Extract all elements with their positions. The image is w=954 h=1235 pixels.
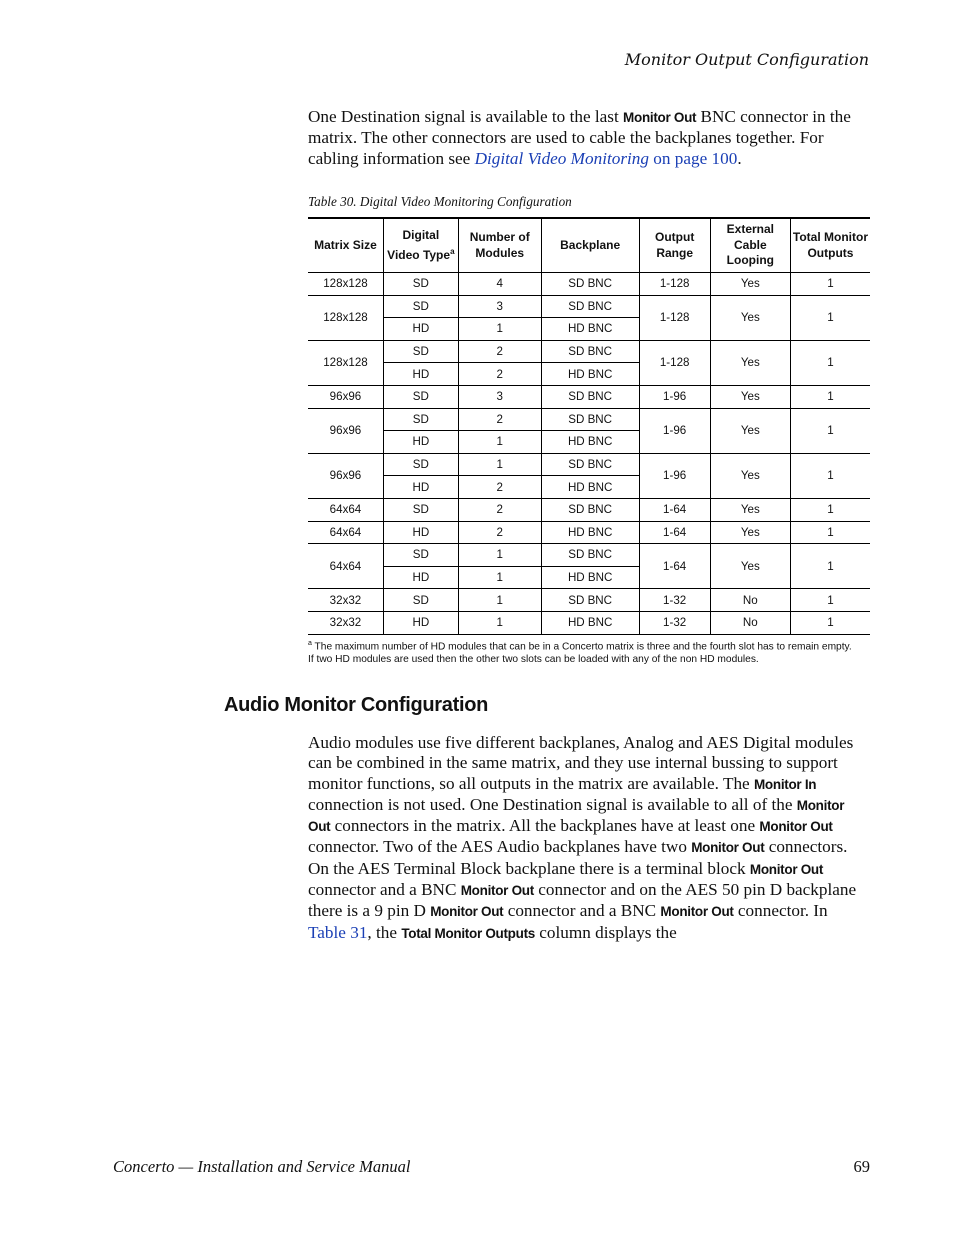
cell-output-range: 1-64: [639, 521, 710, 544]
cell-backplane: SD BNC: [541, 273, 639, 296]
cell-cable-looping: Yes: [710, 453, 790, 498]
cell-modules: 1: [458, 611, 541, 634]
cell-backplane: HD BNC: [541, 431, 639, 454]
keyword: Monitor Out: [660, 904, 734, 920]
cell-modules: 1: [458, 453, 541, 476]
cell-monitor-outputs: 1: [790, 544, 870, 589]
cell-monitor-outputs: 1: [790, 589, 870, 612]
cell-matrix-size: 64x64: [308, 498, 383, 521]
cell-matrix-size: 96x96: [308, 385, 383, 408]
footnote-mark: a: [308, 640, 312, 647]
cell-matrix-size: 128x128: [308, 340, 383, 385]
link-page-text: on page 100: [649, 148, 738, 168]
paragraph-text: connector. In: [733, 901, 828, 921]
cell-output-range: 1-32: [639, 611, 710, 634]
cell-cable-looping: Yes: [710, 521, 790, 544]
cell-backplane: HD BNC: [541, 611, 639, 634]
table-30: [308, 217, 870, 635]
cell-modules: 2: [458, 476, 541, 499]
cell-cable-looping: Yes: [710, 273, 790, 296]
paragraph-text: connectors. On the AES Terminal Block backplane there is a terminal block: [308, 837, 848, 878]
cell-monitor-outputs: 1: [790, 498, 870, 521]
cell-video-type: SD: [383, 385, 458, 408]
cell-output-range: 1-128: [639, 295, 710, 340]
cell-modules: 1: [458, 431, 541, 454]
page-footer: [113, 1157, 870, 1177]
footnote-text: The maximum number of HD modules that can be in a Concerto matrix is three and the fourth slot has to remain empty. If two HD modules are used then the other two slots can be loaded with any of the non HD modules.: [308, 641, 852, 666]
paragraph-text: connector. Two of the AES Audio backplanes have two: [308, 837, 692, 857]
cell-video-type: SD: [383, 273, 458, 296]
link-italic-text: Digital Video Monitoring: [474, 148, 649, 168]
intro-keyword-monitor-out: Monitor Out: [623, 110, 697, 125]
header-monitor-outputs: [790, 218, 870, 273]
keyword: Monitor Out: [460, 883, 534, 899]
cell-output-range: 1-96: [639, 453, 710, 498]
cell-matrix-size: 128x128: [308, 295, 383, 340]
header-video-type: [383, 218, 458, 273]
cell-output-range: 1-128: [639, 273, 710, 296]
cell-cable-looping: Yes: [710, 408, 790, 453]
header-modules-text: Number of Modules: [469, 230, 530, 260]
cell-monitor-outputs: 1: [790, 385, 870, 408]
paragraph-text: Audio modules use five different backplanes, Analog and AES Digital modules can be combined in the same matrix, and they use internal bussing to support monitor functions, so all outputs in the matrix are available. The: [308, 733, 854, 793]
cell-cable-looping: No: [710, 611, 790, 634]
cell-video-type: SD: [383, 498, 458, 521]
cell-matrix-size: 32x32: [308, 611, 383, 634]
intro-text-3: .: [737, 148, 742, 168]
cell-video-type: HD: [383, 611, 458, 634]
cell-matrix-size: 96x96: [308, 453, 383, 498]
header-video-type-text: Digital Video Type: [387, 228, 451, 262]
cell-video-type: HD: [383, 566, 458, 589]
keyword: Monitor Out: [308, 797, 845, 835]
cell-backplane: SD BNC: [541, 408, 639, 431]
cell-modules: 1: [458, 318, 541, 341]
cell-video-type: HD: [383, 476, 458, 499]
link-table-31[interactable]: Table 31: [308, 922, 368, 942]
footnote-marker: a: [450, 246, 455, 256]
cell-output-range: 1-96: [639, 408, 710, 453]
cell-matrix-size: 32x32: [308, 589, 383, 612]
cell-monitor-outputs: 1: [790, 453, 870, 498]
table-30-caption: Table 30. Digital Video Monitoring Configuration: [308, 194, 572, 209]
cell-backplane: SD BNC: [541, 385, 639, 408]
paragraph-text: connector and a BNC: [503, 901, 661, 921]
table-row: [308, 521, 870, 544]
audio-paragraph: [308, 733, 868, 944]
keyword: Monitor Out: [749, 861, 824, 877]
keyword: Monitor Out: [759, 819, 833, 835]
cell-matrix-size: 128x128: [308, 273, 383, 296]
table-header-row: [308, 218, 870, 273]
cell-backplane: SD BNC: [541, 589, 639, 612]
cell-monitor-outputs: 1: [790, 295, 870, 340]
cell-cable-looping: Yes: [710, 498, 790, 521]
table-row: [308, 544, 870, 567]
cell-modules: 3: [458, 385, 541, 408]
table-row: [308, 611, 870, 634]
cell-backplane: HD BNC: [541, 521, 639, 544]
footer-title: Concerto — Installation and Service Manual: [113, 1157, 411, 1176]
cell-output-range: 1-128: [639, 340, 710, 385]
cell-modules: 3: [458, 295, 541, 318]
cell-monitor-outputs: 1: [790, 273, 870, 296]
table-row: [308, 498, 870, 521]
keyword: Monitor Out: [430, 904, 504, 920]
cell-modules: 1: [458, 589, 541, 612]
cell-monitor-outputs: 1: [790, 611, 870, 634]
cell-monitor-outputs: 1: [790, 408, 870, 453]
cell-output-range: 1-32: [639, 589, 710, 612]
cell-output-range: 1-64: [639, 544, 710, 589]
cell-modules: 2: [458, 408, 541, 431]
header-matrix-size-text: Matrix Size: [314, 237, 377, 252]
header-cable-looping-text: External Cable Looping: [726, 222, 775, 268]
cell-backplane: SD BNC: [541, 295, 639, 318]
cell-video-type: HD: [383, 521, 458, 544]
cell-video-type: SD: [383, 589, 458, 612]
cell-modules: 2: [458, 498, 541, 521]
cell-backplane: SD BNC: [541, 340, 639, 363]
cell-cable-looping: Yes: [710, 385, 790, 408]
keyword: Total Monitor Outputs: [401, 925, 535, 941]
cell-video-type: SD: [383, 408, 458, 431]
header-output-range: [639, 218, 710, 273]
cell-modules: 1: [458, 544, 541, 567]
table-body: [308, 273, 870, 635]
cell-cable-looping: Yes: [710, 340, 790, 385]
cell-matrix-size: 96x96: [308, 408, 383, 453]
header-monitor-outputs-text: Total Monitor Outputs: [792, 230, 868, 260]
header-backplane: [541, 218, 639, 273]
cell-cable-looping: Yes: [710, 544, 790, 589]
cell-monitor-outputs: 1: [790, 521, 870, 544]
cell-video-type: SD: [383, 295, 458, 318]
cell-backplane: SD BNC: [541, 544, 639, 567]
paragraph-text: connectors in the matrix. All the backplanes have at least one: [330, 816, 760, 836]
cell-video-type: HD: [383, 363, 458, 386]
paragraph-text: connector and on the AES 50 pin D backplane there is a 9 pin D: [308, 880, 857, 921]
cell-matrix-size: 64x64: [308, 521, 383, 544]
paragraph-text: , the: [367, 922, 402, 942]
header-backplane-text: Backplane: [560, 237, 621, 252]
table-row: [308, 408, 870, 431]
cell-monitor-outputs: 1: [790, 340, 870, 385]
link-digital-video-monitoring[interactable]: [475, 149, 738, 168]
keyword: Monitor Out: [691, 840, 765, 856]
cell-backplane: SD BNC: [541, 453, 639, 476]
cell-modules: 2: [458, 340, 541, 363]
table-row: [308, 385, 870, 408]
paragraph-text: connection is not used. One Destination signal is available to all of the: [308, 794, 797, 814]
cell-backplane: SD BNC: [541, 498, 639, 521]
cell-modules: 4: [458, 273, 541, 296]
table-row: [308, 295, 870, 318]
header-matrix-size: [308, 218, 383, 273]
cell-output-range: 1-96: [639, 385, 710, 408]
cell-backplane: HD BNC: [541, 476, 639, 499]
cell-video-type: HD: [383, 318, 458, 341]
cell-backplane: HD BNC: [541, 318, 639, 341]
intro-text-2: BNC connector in the matrix. The other connectors are used to cable the backplanes together. For cabling information see: [308, 107, 851, 168]
cell-cable-looping: No: [710, 589, 790, 612]
table-row: [308, 453, 870, 476]
running-header: Monitor Output Configuration: [624, 50, 869, 69]
paragraph-text: connector and a BNC: [308, 880, 461, 900]
cell-modules: 1: [458, 566, 541, 589]
table-row: [308, 589, 870, 612]
cell-backplane: HD BNC: [541, 363, 639, 386]
table-row: [308, 340, 870, 363]
cell-output-range: 1-64: [639, 498, 710, 521]
header-modules: [458, 218, 541, 273]
page-number: 69: [853, 1157, 870, 1176]
paragraph-text: column displays the: [534, 922, 677, 942]
cell-modules: 2: [458, 363, 541, 386]
cell-matrix-size: 64x64: [308, 544, 383, 589]
intro-text-1: One Destination signal is available to the last: [308, 107, 624, 126]
cell-backplane: HD BNC: [541, 566, 639, 589]
table-footnote: [308, 637, 856, 666]
table-row: [308, 273, 870, 296]
header-output-range-text: Output Range: [655, 230, 695, 260]
cell-video-type: SD: [383, 340, 458, 363]
keyword: Monitor In: [753, 776, 817, 792]
cell-video-type: SD: [383, 453, 458, 476]
cell-video-type: HD: [383, 431, 458, 454]
cell-modules: 2: [458, 521, 541, 544]
intro-paragraph: [308, 107, 868, 169]
cell-video-type: SD: [383, 544, 458, 567]
section-heading: Audio Monitor Configuration: [224, 694, 489, 716]
header-cable-looping: [710, 218, 790, 273]
cell-cable-looping: Yes: [710, 295, 790, 340]
